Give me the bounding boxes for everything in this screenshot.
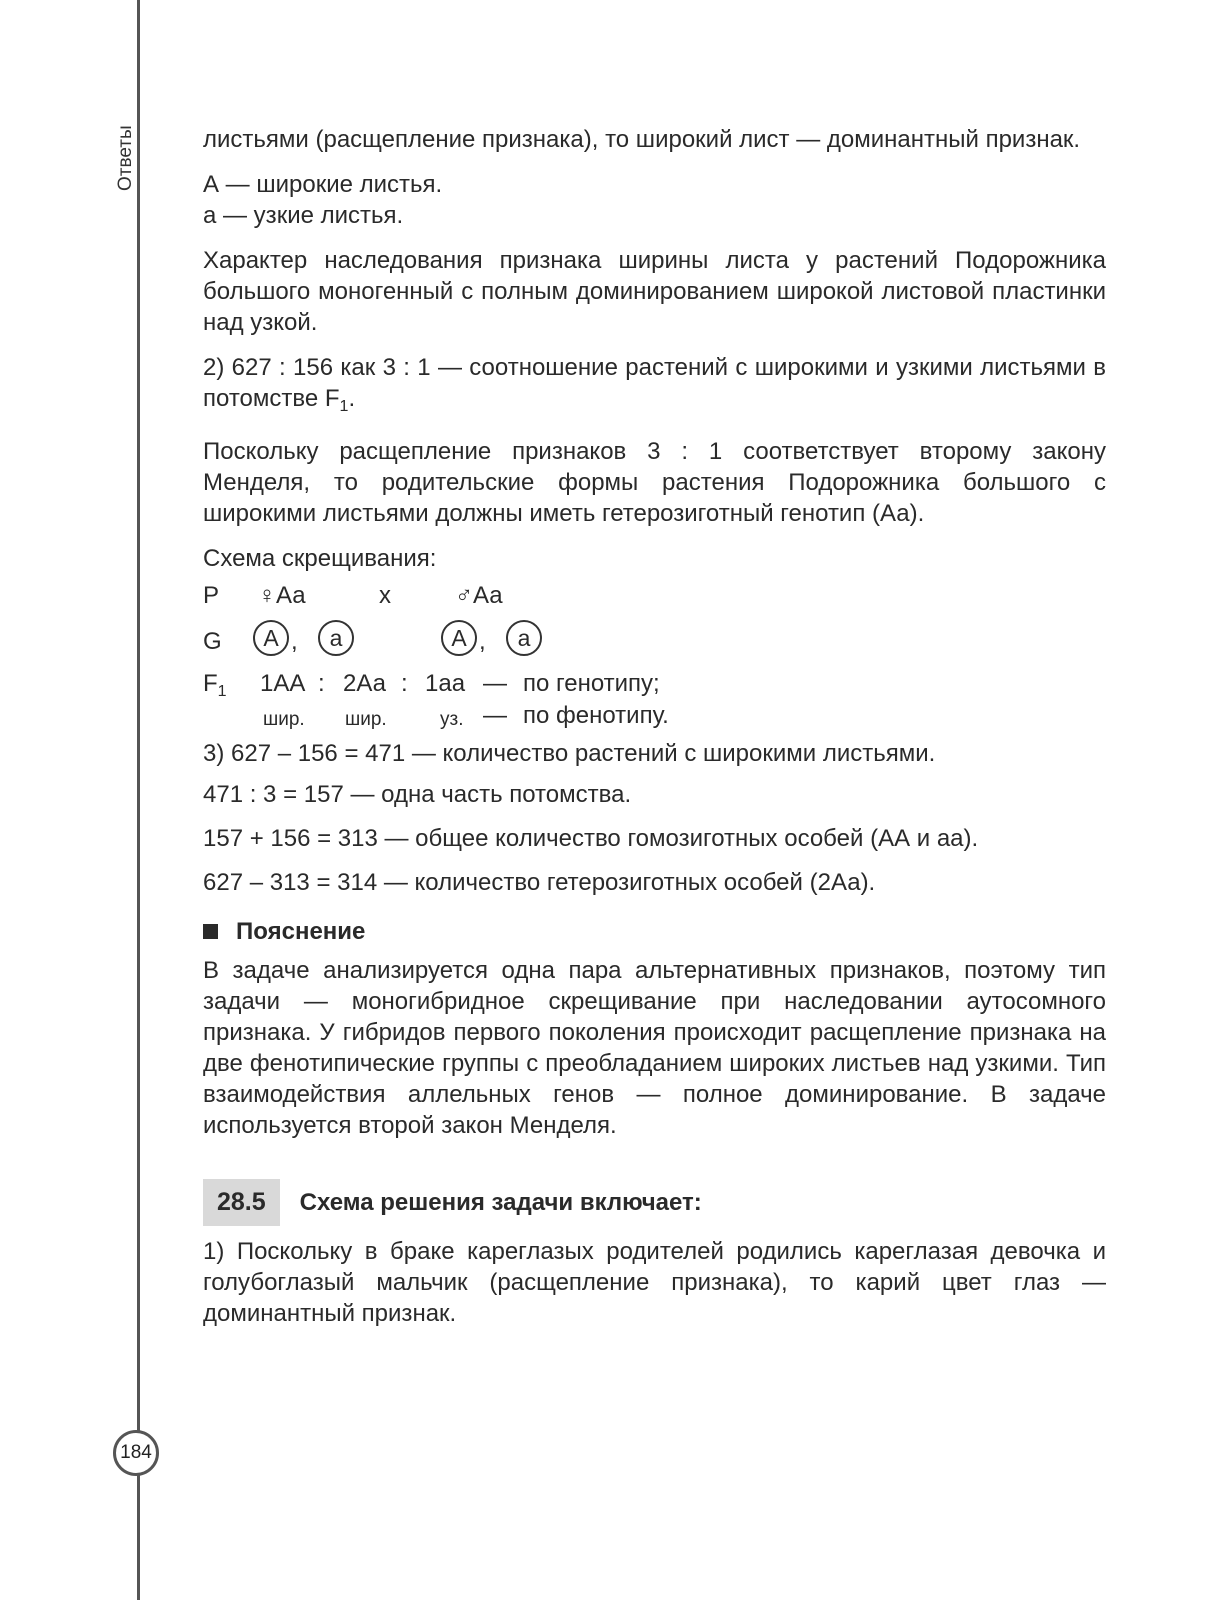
allele-dominant: А — широкие листья. — [203, 171, 443, 198]
paragraph-intro: листьями (расщепление признака), то широкий лист — доминантный признак. — [203, 126, 1081, 153]
g-label: G — [203, 628, 222, 655]
explanation-title: Пояснение — [236, 918, 366, 945]
task-heading — [203, 1179, 1106, 1226]
section-side-label: Ответы — [115, 125, 136, 191]
p-male: ♂Аа — [455, 582, 503, 609]
task-title: Схема решения задачи включает: — [299, 1189, 702, 1216]
crossing-scheme — [203, 578, 1106, 728]
phenotype-broad: шир. — [263, 709, 305, 730]
p-cross: x — [379, 582, 391, 609]
page-number: 184 — [113, 1430, 159, 1476]
task-number: 28.5 — [203, 1179, 280, 1226]
gamete-female-recessive: а — [318, 620, 354, 656]
f1-colon: : — [401, 670, 408, 697]
bullet-square-icon — [203, 924, 218, 939]
gamete-female-dominant: А — [253, 620, 289, 656]
paragraph-mendel: Поскольку расщепление признаков 3 : 1 соответствует второму закону Менделя, то родительские формы растения Подорожника большого с широкими листьями должны иметь гетерозиготный генотип (Аа). — [203, 438, 1106, 527]
margin-rule — [137, 0, 140, 1600]
scheme-row-g — [203, 620, 803, 660]
scheme-row-phenotype — [203, 700, 803, 732]
paragraph-inheritance: Характер наследования признака ширины листа у растений Подорожника большого моногенный с полным доминированием широкой листовой пластинки над узкой. — [203, 247, 1106, 336]
phenotype-broad: шир. — [345, 709, 387, 730]
gamete-comma: , — [291, 628, 298, 655]
paragraph-ratio: 2) 627 : 156 как 3 : 1 — соотношение растений с широкими и узкими листьями в потомстве $F_1$. — [203, 354, 1106, 415]
f1-heterozygous: 2Аа — [343, 670, 386, 697]
f1-phenotype-note: по фенотипу. — [523, 702, 669, 729]
scheme-row-p — [203, 580, 803, 616]
calc-line: 471 : 3 = 157 — одна часть потомства. — [203, 781, 632, 808]
allele-recessive: а — узкие листья. — [203, 202, 404, 229]
p-label: P — [203, 582, 220, 609]
f1-dash: — — [483, 702, 507, 729]
f1-label: $F_1$ — [203, 670, 227, 700]
gamete-male-recessive: а — [506, 620, 542, 656]
page-content — [203, 124, 1106, 1343]
calc-line: 627 – 313 = 314 — количество гетерозиготных особей (2Аа). — [203, 869, 876, 896]
phenotype-narrow: уз. — [440, 709, 464, 730]
calc-line: 3) 627 – 156 = 471 — количество растений с широкими листьями. — [203, 740, 936, 767]
explanation-text: В задаче анализируется одна пара альтернативных признаков, поэтому тип задачи — моногибридное скрещивание при наследовании аутосомного признака. У гибридов первого поколения происходит расщепление признака на две фенотипические группы с преобладанием широких листьев над узкими. Тип взаимодействия аллельных генов — полное доминирование. В задаче используется второй закон Менделя. — [203, 957, 1106, 1139]
f1-homozygous-recessive: 1аа — [425, 670, 466, 697]
explanation-heading — [203, 916, 1106, 947]
task-paragraph: 1) Поскольку в браке кареглазых родителей родились кареглазая девочка и голубоглазый мальчик (расщепление признака), то карий цвет глаз — доминантный признак. — [203, 1238, 1106, 1327]
gamete-comma: , — [479, 628, 486, 655]
p-female: ♀Аа — [258, 582, 306, 609]
scheme-title: Схема скрещивания: — [203, 545, 437, 572]
gamete-male-dominant: А — [441, 620, 477, 656]
scheme-row-f1 — [203, 668, 803, 700]
f1-genotype-note: по генотипу; — [523, 670, 660, 697]
f1-colon: : — [318, 670, 325, 697]
f1-dash: — — [483, 670, 507, 697]
calc-line: 157 + 156 = 313 — общее количество гомозиготных особей (АА и аа). — [203, 825, 979, 852]
f1-homozygous-dominant: 1АА — [260, 670, 306, 697]
